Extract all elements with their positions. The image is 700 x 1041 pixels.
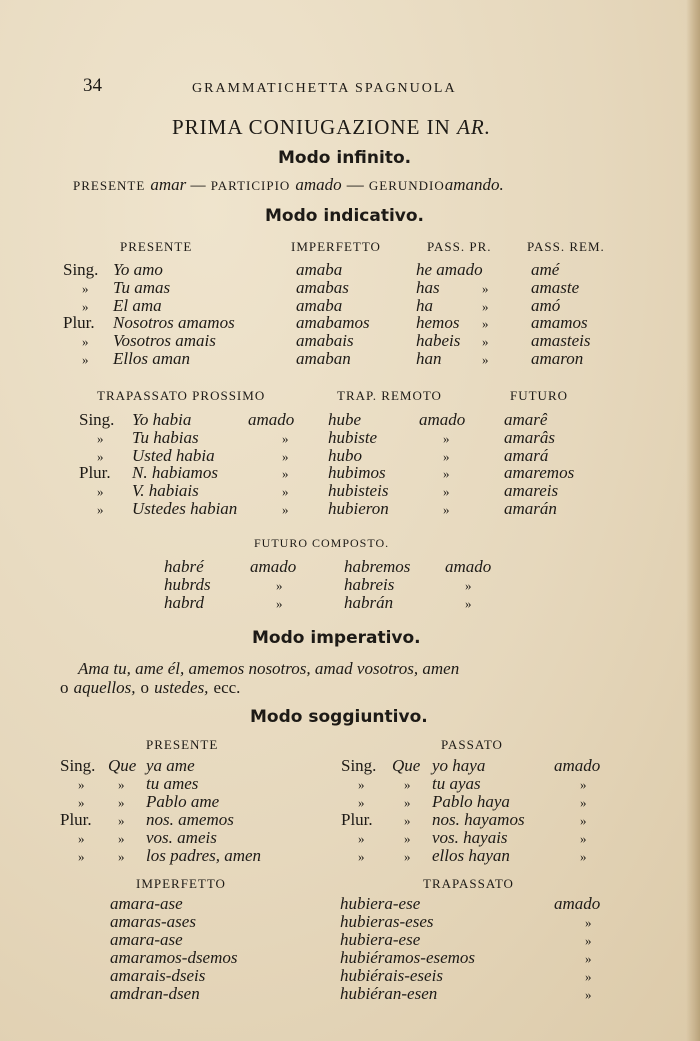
soggiuntivo-imperfetto-form: amarais-dseis [110, 966, 206, 985]
soggiuntivo-passato-form: Pablo haya [432, 792, 510, 811]
ditto-mark: » [118, 831, 125, 846]
ditto-mark: » [282, 502, 289, 517]
column-header: IMPERFETTO [291, 239, 381, 254]
heading-imperativo: Modo imperativo. [252, 628, 421, 648]
futuro-form: amarâs [504, 427, 556, 447]
row-label: » [78, 777, 85, 792]
soggiuntivo-imperfetto-form: amaramos-dsemos [110, 948, 238, 967]
ditto-mark: » [580, 849, 587, 864]
imperativo-line-1: Ama tu, ame él, amemos nosotros, amad vosotros, amen [78, 659, 460, 678]
ditto-mark: » [580, 795, 587, 810]
row-label: Plur. [341, 810, 373, 829]
soggiuntivo-trapassato-form: hubiera-ese [340, 894, 421, 913]
ditto-mark: » [465, 578, 472, 593]
ditto-mark: » [585, 969, 592, 984]
imperfetto-form: amaban [296, 349, 351, 368]
running-head: GRAMMATICHETTA SPAGNUOLA [192, 81, 457, 96]
page-edge-shadow [686, 0, 700, 1041]
ditto-mark: » [585, 951, 592, 966]
pass-pr-form: he amado [416, 260, 483, 279]
row-label: Sing. [63, 260, 99, 279]
imperativo-line-2: o aquellos, o ustedes, ecc. [60, 678, 241, 697]
pass-pr-form: han [416, 349, 442, 368]
row-label: Sing. [341, 756, 377, 775]
ditto-mark: » [404, 777, 411, 792]
presente-form: El ama [113, 295, 162, 315]
soggiuntivo-trapassato-form: hubiera-ese [340, 930, 421, 949]
presente-form: Vosotros amais [113, 331, 216, 351]
futuro-composto-form: habré [164, 557, 204, 576]
imperfetto-form: amaba [296, 295, 343, 315]
presente-form: Nosotros amamos [113, 313, 235, 333]
presente-form: Tu amas [113, 277, 171, 297]
pass-rem-form: amó [531, 295, 561, 315]
imperfetto-form: amabais [296, 331, 354, 351]
futuro-composto-form: hubrds [164, 575, 211, 594]
row-label: » [78, 795, 85, 810]
row-label: Sing. [60, 756, 96, 775]
page-title: PRIMA CONIUGAZIONE IN AR. [172, 115, 491, 139]
ditto-mark: » [443, 430, 450, 446]
ditto-mark: » [118, 795, 125, 810]
futuro-composto-header: FUTURO COMPOSTO. [254, 536, 390, 550]
ditto-mark: » [404, 795, 411, 810]
trap-remoto-form: hubo [328, 445, 362, 465]
row-label: » [78, 849, 85, 864]
soggiuntivo-imperfetto-form: amdran-dsen [110, 984, 200, 1003]
column-header: FUTURO [510, 388, 569, 403]
column-header: PASS. PR. [427, 239, 492, 254]
trapassato-form: Ustedes habian [132, 499, 238, 518]
column-header: PASSATO [441, 737, 503, 752]
presente-form: Yo amo [113, 260, 163, 279]
trap-remoto-form: hube [328, 410, 362, 429]
futuro-form: amarê [504, 410, 548, 429]
ditto-mark: » [443, 484, 450, 500]
ditto-mark: amado [250, 557, 297, 576]
pass-rem-form: amé [531, 260, 560, 279]
ditto-mark: » [585, 915, 592, 930]
futuro-composto-form: habrd [164, 593, 204, 612]
ditto-mark: » [282, 430, 289, 446]
trap-remoto-form: hubimos [328, 463, 386, 483]
ditto-mark: » [482, 316, 489, 332]
row-label: » [358, 777, 365, 792]
ditto-mark: amado [248, 410, 295, 429]
row-label: » [358, 849, 365, 864]
infinito-line: PRESENTE amar — PARTICIPIO amado — GERUNDIOamando. [73, 175, 504, 194]
row-label: Plur. [63, 313, 95, 333]
imperfetto-form: amaba [296, 260, 343, 279]
row-label: Plur. [60, 810, 92, 829]
pass-rem-form: amaste [531, 277, 580, 297]
soggiuntivo-passato-form: yo haya [432, 756, 486, 775]
ditto-mark: » [443, 466, 450, 482]
pass-pr-form: habeis [416, 331, 461, 351]
trap-remoto-form: hubisteis [328, 481, 389, 501]
ditto-mark: » [118, 813, 125, 828]
imperfetto-form: amabamos [296, 313, 370, 333]
ditto-mark: Que [108, 756, 137, 775]
trapassato-form: Tu habias [132, 427, 199, 447]
ditto-mark: » [282, 448, 289, 464]
column-header: IMPERFETTO [136, 876, 226, 891]
ditto-mark: » [585, 987, 592, 1002]
row-label: » [97, 502, 104, 517]
trap-remoto-form: hubiste [328, 427, 378, 447]
futuro-composto-form: habremos [344, 557, 411, 576]
soggiuntivo-trapassato-form: hubieras-eses [340, 912, 434, 931]
soggiuntivo-presente-form: Pablo ame [146, 792, 220, 811]
row-label: » [82, 280, 89, 296]
soggiuntivo-presente-form: tu ames [146, 774, 199, 793]
row-label: » [82, 298, 89, 314]
ditto-mark: » [282, 484, 289, 500]
ditto-mark: amado [419, 410, 466, 429]
soggiuntivo-trapassato-form: hubiérais-eseis [340, 966, 443, 985]
ditto-mark: » [118, 777, 125, 792]
pass-rem-form: amamos [531, 313, 588, 333]
ditto-mark: » [404, 849, 411, 864]
futuro-form: amaremos [504, 463, 575, 483]
futuro-form: amareis [504, 481, 559, 501]
ditto-mark: Que [392, 756, 421, 775]
pass-pr-form: ha [416, 295, 433, 315]
presente-form: Ellos aman [113, 349, 190, 368]
pass-rem-form: amaron [531, 349, 584, 368]
soggiuntivo-presente-form: nos. amemos [146, 810, 234, 829]
soggiuntivo-presente-form: los padres, amen [146, 846, 262, 865]
futuro-composto-form: habrán [344, 593, 394, 612]
page-number: 34 [83, 75, 102, 96]
imperfetto-form: amabas [296, 277, 349, 297]
soggiuntivo-passato-form: tu ayas [432, 774, 481, 793]
trapassato-form: V. habiais [132, 481, 199, 501]
column-header: PASS. REM. [527, 239, 605, 254]
ditto-mark: » [482, 298, 489, 314]
futuro-form: amarán [504, 499, 557, 518]
row-label: » [78, 831, 85, 846]
soggiuntivo-passato-form: ellos hayan [432, 846, 510, 865]
trapassato-form: Usted habia [132, 445, 215, 465]
row-label: » [82, 352, 89, 367]
soggiuntivo-passato-form: vos. hayais [432, 828, 508, 847]
row-label: » [97, 484, 104, 500]
heading-indicativo: Modo indicativo. [265, 206, 425, 226]
ditto-mark: » [580, 813, 587, 828]
soggiuntivo-imperfetto-form: amara-ase [110, 930, 183, 949]
trap-remoto-form: hubieron [328, 499, 389, 518]
ditto-mark: » [482, 334, 489, 350]
row-label: » [97, 430, 104, 446]
column-header: PRESENTE [120, 239, 193, 254]
trapassato-form: Yo habia [132, 410, 192, 429]
soggiuntivo-imperfetto-form: amaras-ases [110, 912, 196, 931]
row-label: » [82, 334, 89, 350]
row-label: » [97, 448, 104, 464]
row-label: » [358, 795, 365, 810]
row-label: » [358, 831, 365, 846]
column-header: TRAPASSATO [423, 876, 514, 891]
row-label: Plur. [79, 463, 111, 483]
soggiuntivo-trapassato-form: hubiéran-esen [340, 984, 438, 1003]
row-label: Sing. [79, 410, 115, 429]
ditto-mark: amado [554, 756, 601, 775]
ditto-mark: amado [445, 557, 492, 576]
ditto-mark: » [118, 849, 125, 864]
ditto-mark: » [482, 352, 489, 367]
ditto-mark: » [276, 578, 283, 593]
futuro-composto-form: habreis [344, 575, 395, 594]
column-header: PRESENTE [146, 737, 219, 752]
ditto-mark: » [443, 448, 450, 464]
ditto-mark: » [276, 596, 283, 611]
futuro-form: amará [504, 445, 549, 465]
pass-rem-form: amasteis [531, 331, 591, 351]
trapassato-form: N. habiamos [132, 463, 218, 483]
ditto-mark: » [404, 831, 411, 846]
ditto-mark: » [580, 777, 587, 792]
ditto-mark: » [282, 466, 289, 482]
soggiuntivo-imperfetto-form: amara-ase [110, 894, 183, 913]
soggiuntivo-presente-form: ya ame [146, 756, 195, 775]
column-header: TRAPASSATO PROSSIMO [97, 388, 266, 403]
heading-infinito: Modo infinito. [278, 148, 412, 168]
ditto-mark: amado [554, 894, 601, 913]
ditto-mark: » [482, 280, 489, 296]
ditto-mark: » [465, 596, 472, 611]
heading-soggiuntivo: Modo soggiuntivo. [250, 707, 428, 727]
ditto-mark: » [580, 831, 587, 846]
pass-pr-form: has [416, 277, 440, 297]
soggiuntivo-passato-form: nos. hayamos [432, 810, 525, 829]
soggiuntivo-presente-form: vos. ameis [146, 828, 217, 847]
pass-pr-form: hemos [416, 313, 460, 333]
ditto-mark: » [443, 502, 450, 517]
soggiuntivo-trapassato-form: hubiéramos-esemos [340, 948, 476, 967]
ditto-mark: » [404, 813, 411, 828]
column-header: TRAP. REMOTO [337, 388, 442, 403]
ditto-mark: » [585, 933, 592, 948]
